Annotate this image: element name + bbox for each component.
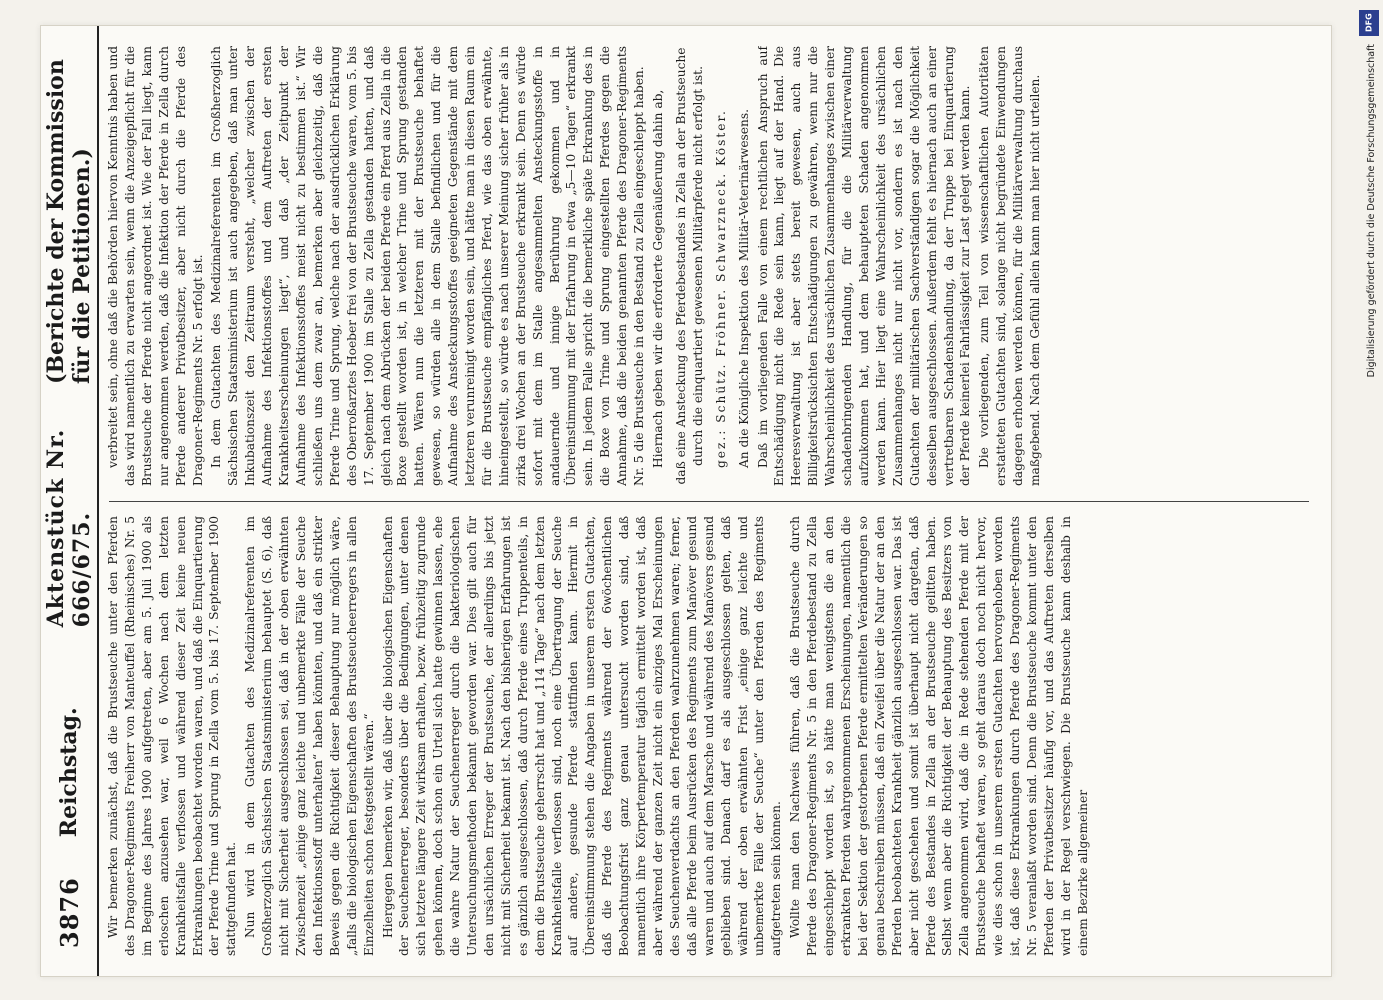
paragraph: Wir bemerken zunächst, daß die Brustseuche unter den Pferden des Dragoner-Regiments Freiherr von Manteuffel (Rheinisches) Nr. 5 im Beginne des Jahres 1900 aufgetreten, aber am 5. Juli 1900 als erloschen anzusehen war, weil 6 Wochen nach dem letzten Krankheitsfalle verflossen und während dieser Zeit keine neuen Erkrankungen beobachtet worden waren, und daß die Einquartierung der Pferde Trine und Sprung in Zella vom 5. bis 17. September 1900 stattgefunden hat. [106,516,239,956]
page-header [41,26,99,976]
scanned-page [40,25,1332,977]
paragraph: Nun wird in dem Gutachten des Medizinalreferenten im Großherzoglich Sächsischen Staatsministerium behauptet (S. 6), daß nicht mit Sicherheit ausgeschlossen sei, daß in der oben erwähnten Zwischenzeit „einige ganz leichte und unbemerkte Fälle der Seuche den Infektionsstoff unterhalten“ haben könnten, und daß ein strikter Beweis gegen die Richtigkeit dieser Behauptung nur möglich wäre, „falls die biologischen Eigenschaften des Brustseucheerregers in allen Einzelheiten schon festgestellt wären.“ [243,516,376,956]
paragraph: In dem Gutachten des Medizinalreferenten im Großherzoglich Sächsischen Staatsministerium ist auch angegeben, daß man unter Inkubationszeit den Zeitraum versteht, „welcher zwischen der Aufnahme des Infektionsstoffes und dem Auftreten der ersten Krankheitserscheinungen liegt“, und daß „der Zeitpunkt der Aufnahme des Infektionsstoffes meist nicht zu bestimmen ist.“ Wir schließen uns dem zwar an, bemerken aber gleichzeitig, daß die Pferde Trine und Sprung, welche nach der ausdrücklichen Erklärung des Oberroßarztes Hoeber frei von der Brustseuche waren, vom 5. bis 17. September 1900 im Stalle zu Zella gestanden hatten, und daß gleich nach dem Abrücken der beiden Pferde ein Pferd aus Zella in die Boxe gestellt worden ist, in welcher Trine und Sprung gestanden hatten. Wären nun die letzteren mit der Brustseuche behaftet gewesen, so würden alle in dem Stalle befindlichen und für die Aufnahme des Ansteckungsstoffes geeigneten Gegenstände mit dem letzteren verunreinigt worden sein, und hätte man in diesen Raum ein für die Brustseuche empfängliches Pferd, wie das oben erwähnte, hineingestellt, so würde es nach unserer Meinung sicher früher als in zirka drei Wochen an der Brustseuche erkrankt sein. Denn es würde sofort mit dem im Stalle angesammelten Ansteckungsstoffe in andauernde und innige Berührung gekommen und in Übereinstimmung mit der Erfahrung in etwa „5—10 Tagen“ erkrankt sein. In jedem Falle spricht die bemerkliche späte Erkrankung des in die Boxe von Trine und Sprung eingestellten Pferdes gegen die Annahme, daß die beiden genannten Pferde des Dragoner-Regiments Nr. 5 die Brustseuche in den Bestand zu Zella eingeschleppt haben. [209,46,647,486]
right-column [105,46,1315,486]
document-reference: Aktenstück Nr. 666/675. [43,428,95,628]
paragraph: Daß im vorliegenden Falle von einem rechtlichen Anspruch auf Entschädigung nicht die Rede sein kann, liegt auf der Hand. Die Heeresverwaltung ist aber stets bereit gewesen, auch aus Billigkeitsrücksichten Entschädigungen zu gewähren, wenn nur die Wahrscheinlichkeit des ursächlichen Zusammenhanges zwischen einer schadenbringenden Handlung, für die die Militärverwaltung aufzukommen hat, und dem behaupteten Schaden angenommen werden kann. Hier liegt eine Wahrscheinlichkeit des ursächlichen Zusammenhanges nicht nur nicht vor, sondern es ist nach den Gutachten der militärischen Sachverständigen sogar die Möglichkeit desselben ausgeschlossen. Außerdem fehlt es hiernach auch an einer vertretbaren Schadenshandlung, da der Truppe bei Einquartierung der Pferde keinerlei Fahrlässigkeit zur Last gelegt werden kann. [755,46,973,486]
paragraph: Hiernach geben wir die erforderte Gegenäußerung dahin ab, [651,89,665,468]
digitization-note [1355,10,1379,990]
conclusion-statement: daß eine Ansteckung des Pferdebestandes in Zella an der Brustseuche durch die einquartiert gewesenen Militärpferde nicht erfolgt ist. [673,47,705,485]
paragraph: verbreitet sein, ohne daß die Behörden hiervon Kenntnis haben und das wird namentlich zu erwarten sein, wenn die Anzeigepflicht für die Brustseuche der Pferde nicht angeordnet ist. Wie der Fall liegt, kann nur angenommen werden, daß die Infektion der Pferde in Zella durch Pferde anderer Privatbesitzer, aber nicht durch die Pferde des Dragoner-Regiments Nr. 5 erfolgt ist. [106,46,205,486]
page-number: 3876 [54,877,84,948]
paragraph: Hiergegen bemerken wir, daß über die biologischen Eigenschaften der Seuchenerreger, besonders über die Bedingungen, unter denen sich letztere längere Zeit wirksam erhalten, bezw. frühzeitig zugrunde gehen können, doch schon ein Urteil sich hatte gewinnen lassen, ehe die wahre Natur der Seuchenerreger durch die bakteriologischen Untersuchungsmethoden bekannt geworden war. Dies gilt auch für den ursächlichen Erreger der Brustseuche, der allerdings bis jetzt nicht mit Sicherheit bekannt ist. Nach den bisherigen Erfahrungen ist es gänzlich ausgeschlossen, daß durch Pferde eines Truppenteils, in dem die Brustseuche geherrscht hat und „114 Tage“ nach dem letzten Krankheitsfalle verflossen sind, noch eine Übertragung der Seuche auf andere, gesunde Pferde stattfinden kann. Hiermit in Übereinstimmung stehen die Angaben in unserem ersten Gutachten, daß die Pferde des Regiments während der 6wöchentlichen Beobachtungsfrist ganz genau untersucht worden sind, daß namentlich ihre Körpertemperatur täglich ermittelt worden ist, daß aber während der ganzen Zeit nicht ein einziges Mal Erscheinungen des Seuchenverdachts an den Pferden wahrzunehmen waren; ferner, daß alle Pferde beim Ausrücken des Regiments zum Manöver gesund waren und auch auf dem Marsche und während des Manövers gesund geblieben sind. Danach darf es als ausgeschlossen gelten, daß während der oben erwähnten Frist „einige ganz leichte und unbemerkte Fälle der Seuche“ unter den Pferden des Regiments aufgetreten sein können. [380,516,784,956]
running-title: Reichstag. [56,707,82,838]
column-divider [109,501,1309,502]
dfg-logo-icon: DFG [1359,10,1379,36]
addressee: An die Königliche Inspektion des Militär-Veterinärwesens. [736,109,751,468]
text-columns [105,26,1315,976]
rotated-page-content [41,26,1331,976]
section-title: (Berichte der Kommission für die Petitionen.) [43,59,95,384]
signatures: gez.: Schütz. Fröhner. Schwarzneck. Köster. [713,109,728,468]
left-column [105,516,1315,956]
paragraph: Wollte man den Nachweis führen, daß die Brustseuche durch Pferde des Dragoner-Regiments Nr. 5 in den Pferdebestand zu Zella eingeschleppt worden ist, so hätte man wenigstens die an den erkrankten Pferden wahrgenommenen Erscheinungen, namentlich die bei der Sektion der gestorbenen Pferde ermittelten Veränderungen so genau beschreiben müssen, daß ein Zweifel über die Natur der an den Pferden beobachteten Krankheit gänzlich ausgeschlossen war. Das ist aber nicht geschehen und somit ist überhaupt nicht dargetan, daß Pferde des Bestandes in Zella an der Brustseuche gelitten haben. Selbst wenn aber die Richtigkeit der Behauptung des Besitzers von Zella angenommen wird, daß die in Rede stehenden Pferde mit der Brustseuche behaftet waren, so geht daraus doch noch nicht hervor, wie dies schon in unserem ersten Gutachten hervorgehoben worden ist, daß diese Erkrankungen durch Pferde des Dragoner-Regiments Nr. 5 veranlaßt worden sind. Denn die Brustseuche kommt unter den Pferden der Privatbesitzer häufig vor, und das Auftreten derselben wird in der Regel verschwiegen. Die Brustseuche kann deshalb in einem Bezirke allgemeiner [788,516,1090,956]
funding-credit: Digitalisierung gefördert durch die Deutsche Forschungsgemeinschaft [1366,44,1377,378]
paragraph: Die vorliegenden, zum Teil von wissenschaftlichen Autoritäten erstatteten Gutachten sind, solange nicht begründete Einwendungen dagegen erhoben werden können, für die Militärverwaltung durchaus maßgebend. Nach dem Gefühl allein kann man hier nicht urteilen. [977,46,1043,486]
